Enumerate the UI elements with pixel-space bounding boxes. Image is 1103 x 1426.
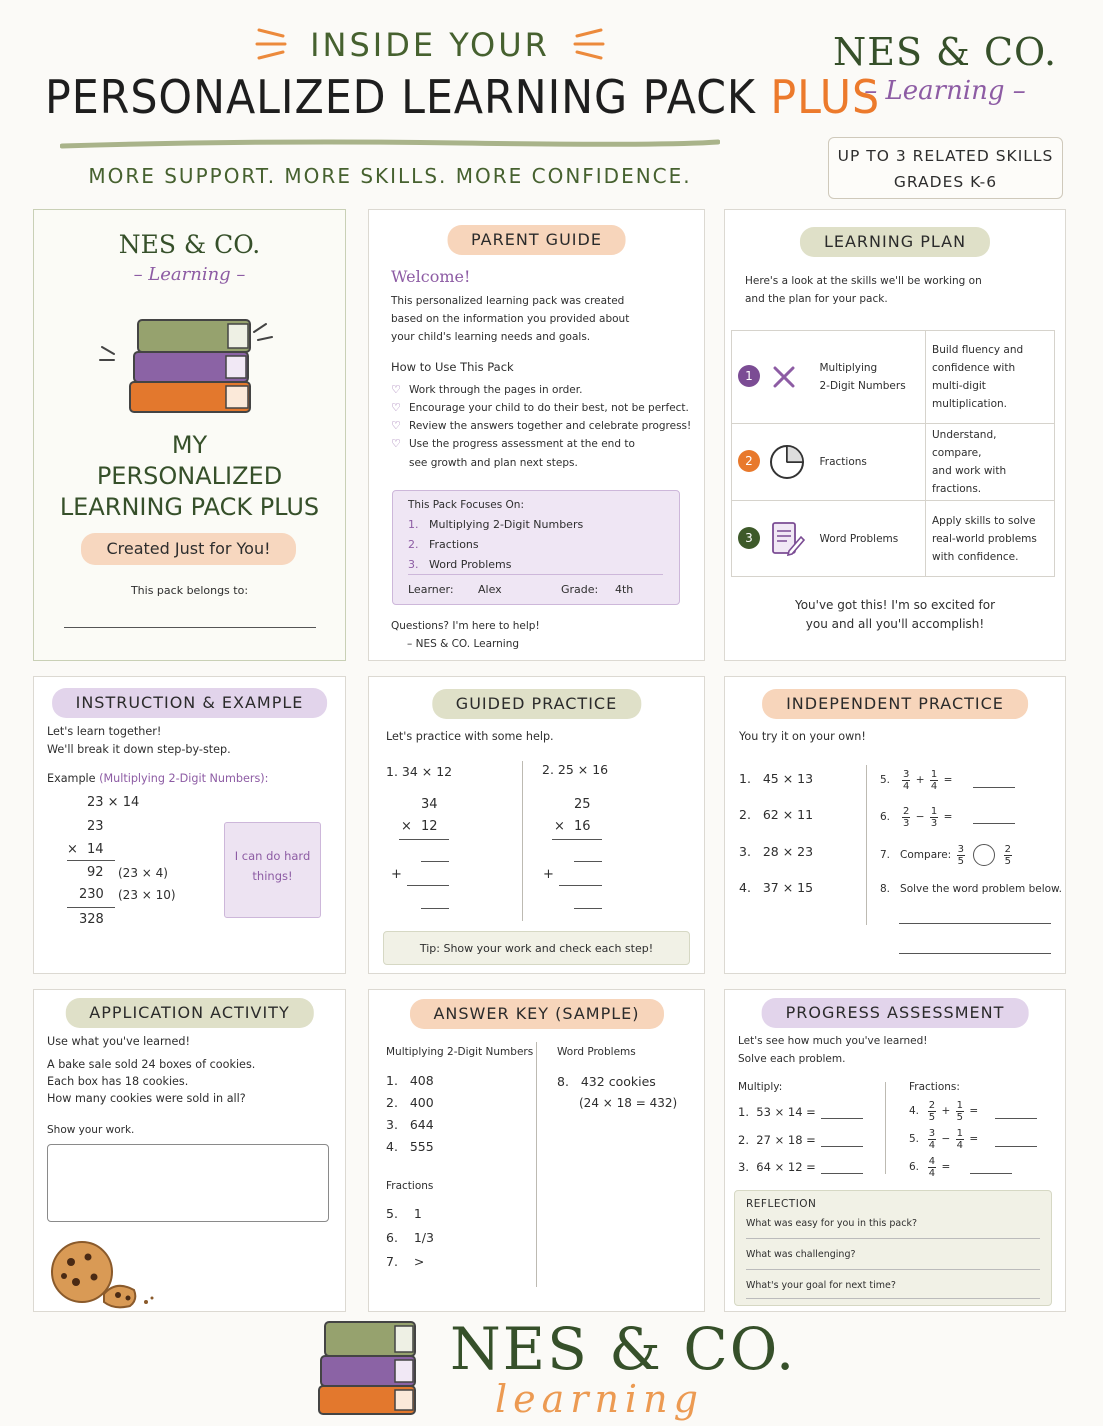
answer-blank[interactable]	[995, 1146, 1037, 1147]
cover-title-line3: LEARNING PACK PLUS	[59, 493, 320, 521]
answer-blank[interactable]	[821, 1173, 863, 1174]
question-5: 5. $\frac{3}{4}$ + $\frac{1}{4}$ =	[880, 768, 953, 792]
questions-text: Questions? I'm here to help!	[391, 620, 540, 632]
a-number: 5.	[386, 1206, 398, 1221]
p1-bottom: 12	[421, 819, 438, 834]
question-7: 7. Compare: $\frac{3}{5}$ $\frac{2}{5}$	[880, 843, 1011, 867]
problem-2: 2. 25 × 16	[542, 762, 609, 777]
goal-text: with confidence.	[932, 550, 1019, 563]
learning-plan-card	[724, 209, 1066, 661]
skill-name: 2-Digit Numbers	[819, 380, 906, 392]
answer: 1/3	[413, 1230, 434, 1245]
cover-card	[33, 209, 346, 661]
a-number: 4.	[386, 1139, 398, 1154]
goal-text: multiplication.	[932, 398, 1007, 410]
reflection-q2: What was challenging?	[746, 1249, 856, 1260]
list-item: ♡ Review the answers together and celebrate progress!	[391, 417, 691, 435]
fraction: $\frac{3}{5}$	[957, 843, 964, 867]
welcome-heading: Welcome!	[391, 267, 471, 286]
question: 53 × 14 =	[756, 1105, 816, 1119]
focus-num: 1.	[408, 518, 419, 531]
p2-bottom: 16	[574, 819, 591, 834]
learner-label: Learner:	[408, 583, 454, 596]
answer: 1	[413, 1206, 422, 1221]
reflection-q1: What was easy for you in this pack?	[746, 1218, 918, 1229]
q-number: 2.	[738, 1133, 749, 1147]
belongs-label: This pack belongs to:	[130, 584, 249, 597]
fraction: $\frac{4}{4}$	[928, 1155, 936, 1179]
a-number: 6.	[386, 1230, 398, 1245]
fraction: $\frac{1}{4}$	[956, 1127, 963, 1151]
instruction-line1: Let's learn together!	[47, 725, 162, 738]
callout-line2: things!	[252, 869, 293, 883]
page-title	[45, 70, 880, 124]
word-heading: Word Problems	[557, 1046, 636, 1058]
question-6: 6. $\frac{4}{4}$ =	[909, 1155, 951, 1179]
list-item-continued: see growth and plan next steps.	[409, 457, 578, 469]
plan-outro1: You've got this! I'm so excited for	[794, 598, 996, 612]
p1-top: 34	[421, 797, 438, 812]
goal-text: and work with	[932, 465, 1007, 477]
brand-sub: – Learning –	[864, 76, 1026, 106]
plan-table	[731, 330, 1055, 577]
progress-title: PROGRESS ASSESSMENT	[762, 998, 1029, 1028]
q-number: 1.	[739, 771, 751, 786]
application-line4: How many cookies were sold in all?	[47, 1092, 246, 1105]
show-work-label: Show your work.	[47, 1124, 135, 1136]
title-main: PERSONALIZED LEARNING PACK	[45, 70, 756, 124]
q-number: 4.	[739, 880, 751, 895]
times-sign: ×	[67, 842, 78, 857]
instruction-line2: We'll break it down step-by-step.	[47, 743, 231, 756]
problem-1: 1. 34 × 12	[386, 764, 453, 779]
focus-num: 2.	[408, 538, 419, 551]
title-plus: PLUS	[770, 70, 881, 124]
answer-blank[interactable]	[821, 1118, 863, 1119]
multiply-icon	[769, 362, 799, 392]
fraction: $\frac{2}{5}$	[1004, 843, 1011, 867]
guided-intro: Let's practice with some help.	[386, 730, 554, 743]
plan-intro2: and the plan for your pack.	[745, 293, 888, 305]
plan-intro1: Here's a look at the skills we'll be working on	[745, 275, 982, 287]
reflection-q3: What's your goal for next time?	[746, 1280, 896, 1291]
application-line3: Each box has 18 cookies.	[47, 1075, 189, 1088]
partial-note-1: (23 × 4)	[118, 866, 168, 880]
header-inside: INSIDE YOUR	[310, 26, 550, 64]
footer-brand-name: NES & CO.	[450, 1315, 797, 1383]
independent-title: INDEPENDENT PRACTICE	[762, 689, 1028, 719]
application-card	[33, 989, 346, 1312]
a-number: 2.	[386, 1095, 398, 1110]
brand-logo-top	[830, 30, 1060, 106]
partial-note-2: (23 × 10)	[118, 888, 176, 902]
fractions-heading: Fractions:	[909, 1081, 960, 1093]
cookie-icon	[46, 1232, 161, 1312]
question: 28 × 23	[762, 844, 814, 859]
fraction: $\frac{2}{5}$	[928, 1099, 936, 1123]
independent-intro: You try it on your own!	[739, 730, 866, 743]
answer: 432 cookies	[580, 1074, 656, 1089]
progress-card	[724, 989, 1066, 1312]
intro-line3: your child's learning needs and goals.	[391, 331, 591, 343]
focus-heading: This Pack Focuses On:	[408, 499, 524, 511]
times-sign: ×	[554, 819, 565, 834]
learning-plan-title: LEARNING PLAN	[800, 227, 990, 257]
plan-outro2: you and all you'll accomplish!	[805, 617, 985, 631]
list-item: ♡ Use the progress assessment at the end to	[391, 435, 691, 453]
how-to-list	[391, 381, 691, 453]
question: 45 × 13	[762, 771, 814, 786]
answer-line[interactable]	[899, 923, 1051, 924]
answer-line[interactable]	[899, 953, 1051, 954]
table-row	[732, 331, 1055, 424]
name-line[interactable]	[64, 627, 316, 628]
callout-line1: I can do hard	[234, 849, 311, 863]
grade-value: 4th	[615, 583, 634, 596]
question: 64 × 12 =	[756, 1160, 816, 1174]
partial-product-1: 92	[87, 865, 104, 880]
cover-brand-name: NES & CO.	[118, 230, 261, 259]
encouragement-callout	[224, 822, 321, 918]
progress-line2: Solve each problem.	[738, 1053, 846, 1065]
created-banner: Created Just for You!	[81, 533, 296, 565]
mult-heading: Multiplying 2-Digit Numbers	[386, 1046, 534, 1058]
goal-text: Understand, compare,	[932, 429, 997, 459]
work-box[interactable]	[47, 1144, 329, 1222]
guided-title: GUIDED PRACTICE	[432, 689, 641, 719]
example-topic: (Multiplying 2-Digit Numbers):	[99, 772, 269, 785]
goal-text: Build fluency and	[932, 344, 1024, 356]
skills-badge	[828, 137, 1063, 199]
step-badge: 1	[738, 365, 760, 387]
plus-sign: +	[543, 867, 554, 882]
reflection-line[interactable]	[746, 1238, 1040, 1239]
question: 62 × 11	[762, 807, 814, 822]
guided-practice-card	[368, 676, 705, 974]
list-item: ♡ Work through the pages in order.	[391, 381, 691, 399]
progress-line1: Let's see how much you've learned!	[738, 1035, 928, 1047]
reflection-box	[734, 1190, 1052, 1306]
signoff: – NES & CO. Learning	[407, 638, 520, 650]
skills-line1: UP TO 3 RELATED SKILLS	[837, 147, 1054, 165]
example-problem: 23 × 14	[87, 795, 140, 810]
cover-brand-sub: – Learning –	[133, 264, 246, 285]
fraction: $\frac{3}{4}$	[903, 768, 910, 792]
q-number: 2.	[739, 807, 751, 822]
focus-box	[392, 490, 680, 605]
independent-practice-card	[724, 676, 1066, 974]
footer-brand-sub: learning	[495, 1377, 704, 1421]
focus-item: Multiplying 2-Digit Numbers	[429, 518, 584, 531]
focus-item: Word Problems	[429, 558, 512, 571]
answer-blank[interactable]	[574, 861, 602, 862]
intro-line1: This personalized learning pack was created	[391, 295, 625, 307]
p2-top: 25	[574, 797, 591, 812]
step-badge: 2	[738, 450, 760, 472]
tip-box: Tip: Show your work and check each step!	[383, 931, 690, 965]
multiply-heading: Multiply:	[738, 1081, 783, 1093]
answer-blank[interactable]	[995, 1118, 1037, 1119]
q-number: 1.	[738, 1105, 749, 1119]
learner-value: Alex	[478, 583, 502, 596]
answer: 400	[409, 1095, 434, 1110]
a-number: 1.	[386, 1073, 398, 1088]
answer-blank[interactable]	[574, 908, 602, 909]
answer-work: (24 × 18 = 432)	[579, 1096, 678, 1110]
answer: >	[413, 1254, 425, 1269]
partial-product-2: 230	[79, 887, 104, 902]
brand-name: NES & CO.	[832, 30, 1058, 74]
sparkle-right-icon	[565, 22, 605, 66]
plus-sign: +	[391, 867, 402, 882]
step-badge: 3	[738, 527, 760, 549]
answer-blank[interactable]	[559, 885, 602, 886]
q-number: 3.	[739, 844, 751, 859]
example-result: 328	[79, 912, 104, 927]
a-number: 8.	[557, 1074, 569, 1089]
answer: 644	[409, 1117, 434, 1132]
footer-books-icon	[315, 1318, 420, 1418]
reflection-line[interactable]	[746, 1298, 1040, 1299]
table-row	[732, 424, 1055, 501]
skill-name: Word Problems	[814, 501, 926, 577]
fraction: $\frac{3}{4}$	[928, 1127, 936, 1151]
reflection-heading: REFLECTION	[746, 1198, 817, 1210]
footer-brand	[450, 1315, 797, 1421]
list-item: ♡ Encourage your child to do their best, not be perfect.	[391, 399, 691, 417]
application-line2: A bake sale sold 24 boxes of cookies.	[47, 1058, 256, 1071]
question-4: 4. $\frac{2}{5}$ + $\frac{1}{5}$ =	[909, 1099, 979, 1123]
q-number: 8.	[880, 883, 891, 895]
books-icon	[96, 302, 286, 422]
a-number: 7.	[386, 1254, 398, 1269]
tagline: MORE SUPPORT. MORE SKILLS. MORE CONFIDENCE.	[88, 164, 692, 188]
answer-blank[interactable]	[821, 1146, 863, 1147]
question: Solve the word problem below.	[900, 883, 1062, 895]
goal-text: Apply skills to solve	[932, 514, 1036, 527]
answer-blank[interactable]	[970, 1173, 1012, 1174]
grade-label: Grade:	[561, 583, 599, 596]
fraction: $\frac{2}{3}$	[903, 805, 910, 829]
instruction-card	[33, 676, 346, 974]
question-5: 5. $\frac{3}{4}$ − $\frac{1}{4}$ =	[909, 1127, 979, 1151]
fraction: $\frac{1}{4}$	[930, 768, 938, 792]
answer-blank[interactable]	[407, 885, 449, 886]
goal-text: confidence with	[932, 362, 1016, 374]
answer: 408	[409, 1073, 434, 1088]
goal-text: fractions.	[932, 483, 982, 495]
parent-guide-title: PARENT GUIDE	[447, 225, 626, 255]
example-bottom-number: 14	[87, 842, 104, 857]
application-line1: Use what you've learned!	[47, 1035, 190, 1048]
pie-chart-icon	[767, 442, 807, 482]
a-number: 3.	[386, 1117, 398, 1132]
how-to-heading: How to Use This Pack	[391, 360, 514, 374]
answer-blank[interactable]	[421, 908, 449, 909]
question-6: 6. $\frac{2}{3}$ − $\frac{1}{3}$ =	[880, 805, 953, 829]
parent-guide-card	[368, 209, 705, 661]
answer-blank[interactable]	[421, 861, 449, 862]
fraction: $\frac{1}{3}$	[930, 805, 938, 829]
example-top-number: 23	[87, 819, 104, 834]
answer: 555	[409, 1139, 434, 1154]
goal-text: real-world problems	[932, 532, 1037, 545]
q-number: 3.	[738, 1160, 749, 1174]
goal-text: multi-digit	[932, 380, 986, 392]
skill-name: Multiplying	[819, 362, 878, 374]
focus-item: Fractions	[429, 538, 479, 551]
cover-title-line2: PERSONALIZED	[96, 462, 283, 490]
application-title: APPLICATION ACTIVITY	[65, 998, 313, 1028]
intro-line2: based on the information you provided about	[391, 313, 630, 325]
answer-blank[interactable]	[973, 787, 1015, 788]
title-underline	[60, 137, 720, 151]
worksheet-pencil-icon	[767, 519, 807, 559]
reflection-line[interactable]	[746, 1269, 1040, 1270]
skill-name: Fractions	[814, 424, 926, 501]
focus-num: 3.	[408, 558, 419, 571]
question: 37 × 15	[762, 880, 814, 895]
table-row	[732, 501, 1055, 577]
times-sign: ×	[401, 819, 412, 834]
fraction: $\frac{1}{5}$	[956, 1099, 963, 1123]
instruction-title: INSTRUCTION & EXAMPLE	[52, 688, 328, 718]
compare-circle[interactable]	[973, 844, 995, 866]
cover-title-line1: MY	[171, 431, 208, 459]
answer-key-card	[368, 989, 705, 1312]
question: 27 × 18 =	[756, 1133, 816, 1147]
cover-title	[34, 430, 345, 523]
skills-line2: GRADES K-6	[893, 173, 998, 191]
fractions-heading: Fractions	[386, 1180, 434, 1192]
example-label: Example	[47, 772, 96, 785]
answer-key-title: ANSWER KEY (SAMPLE)	[409, 999, 663, 1029]
answer-blank[interactable]	[973, 823, 1015, 824]
